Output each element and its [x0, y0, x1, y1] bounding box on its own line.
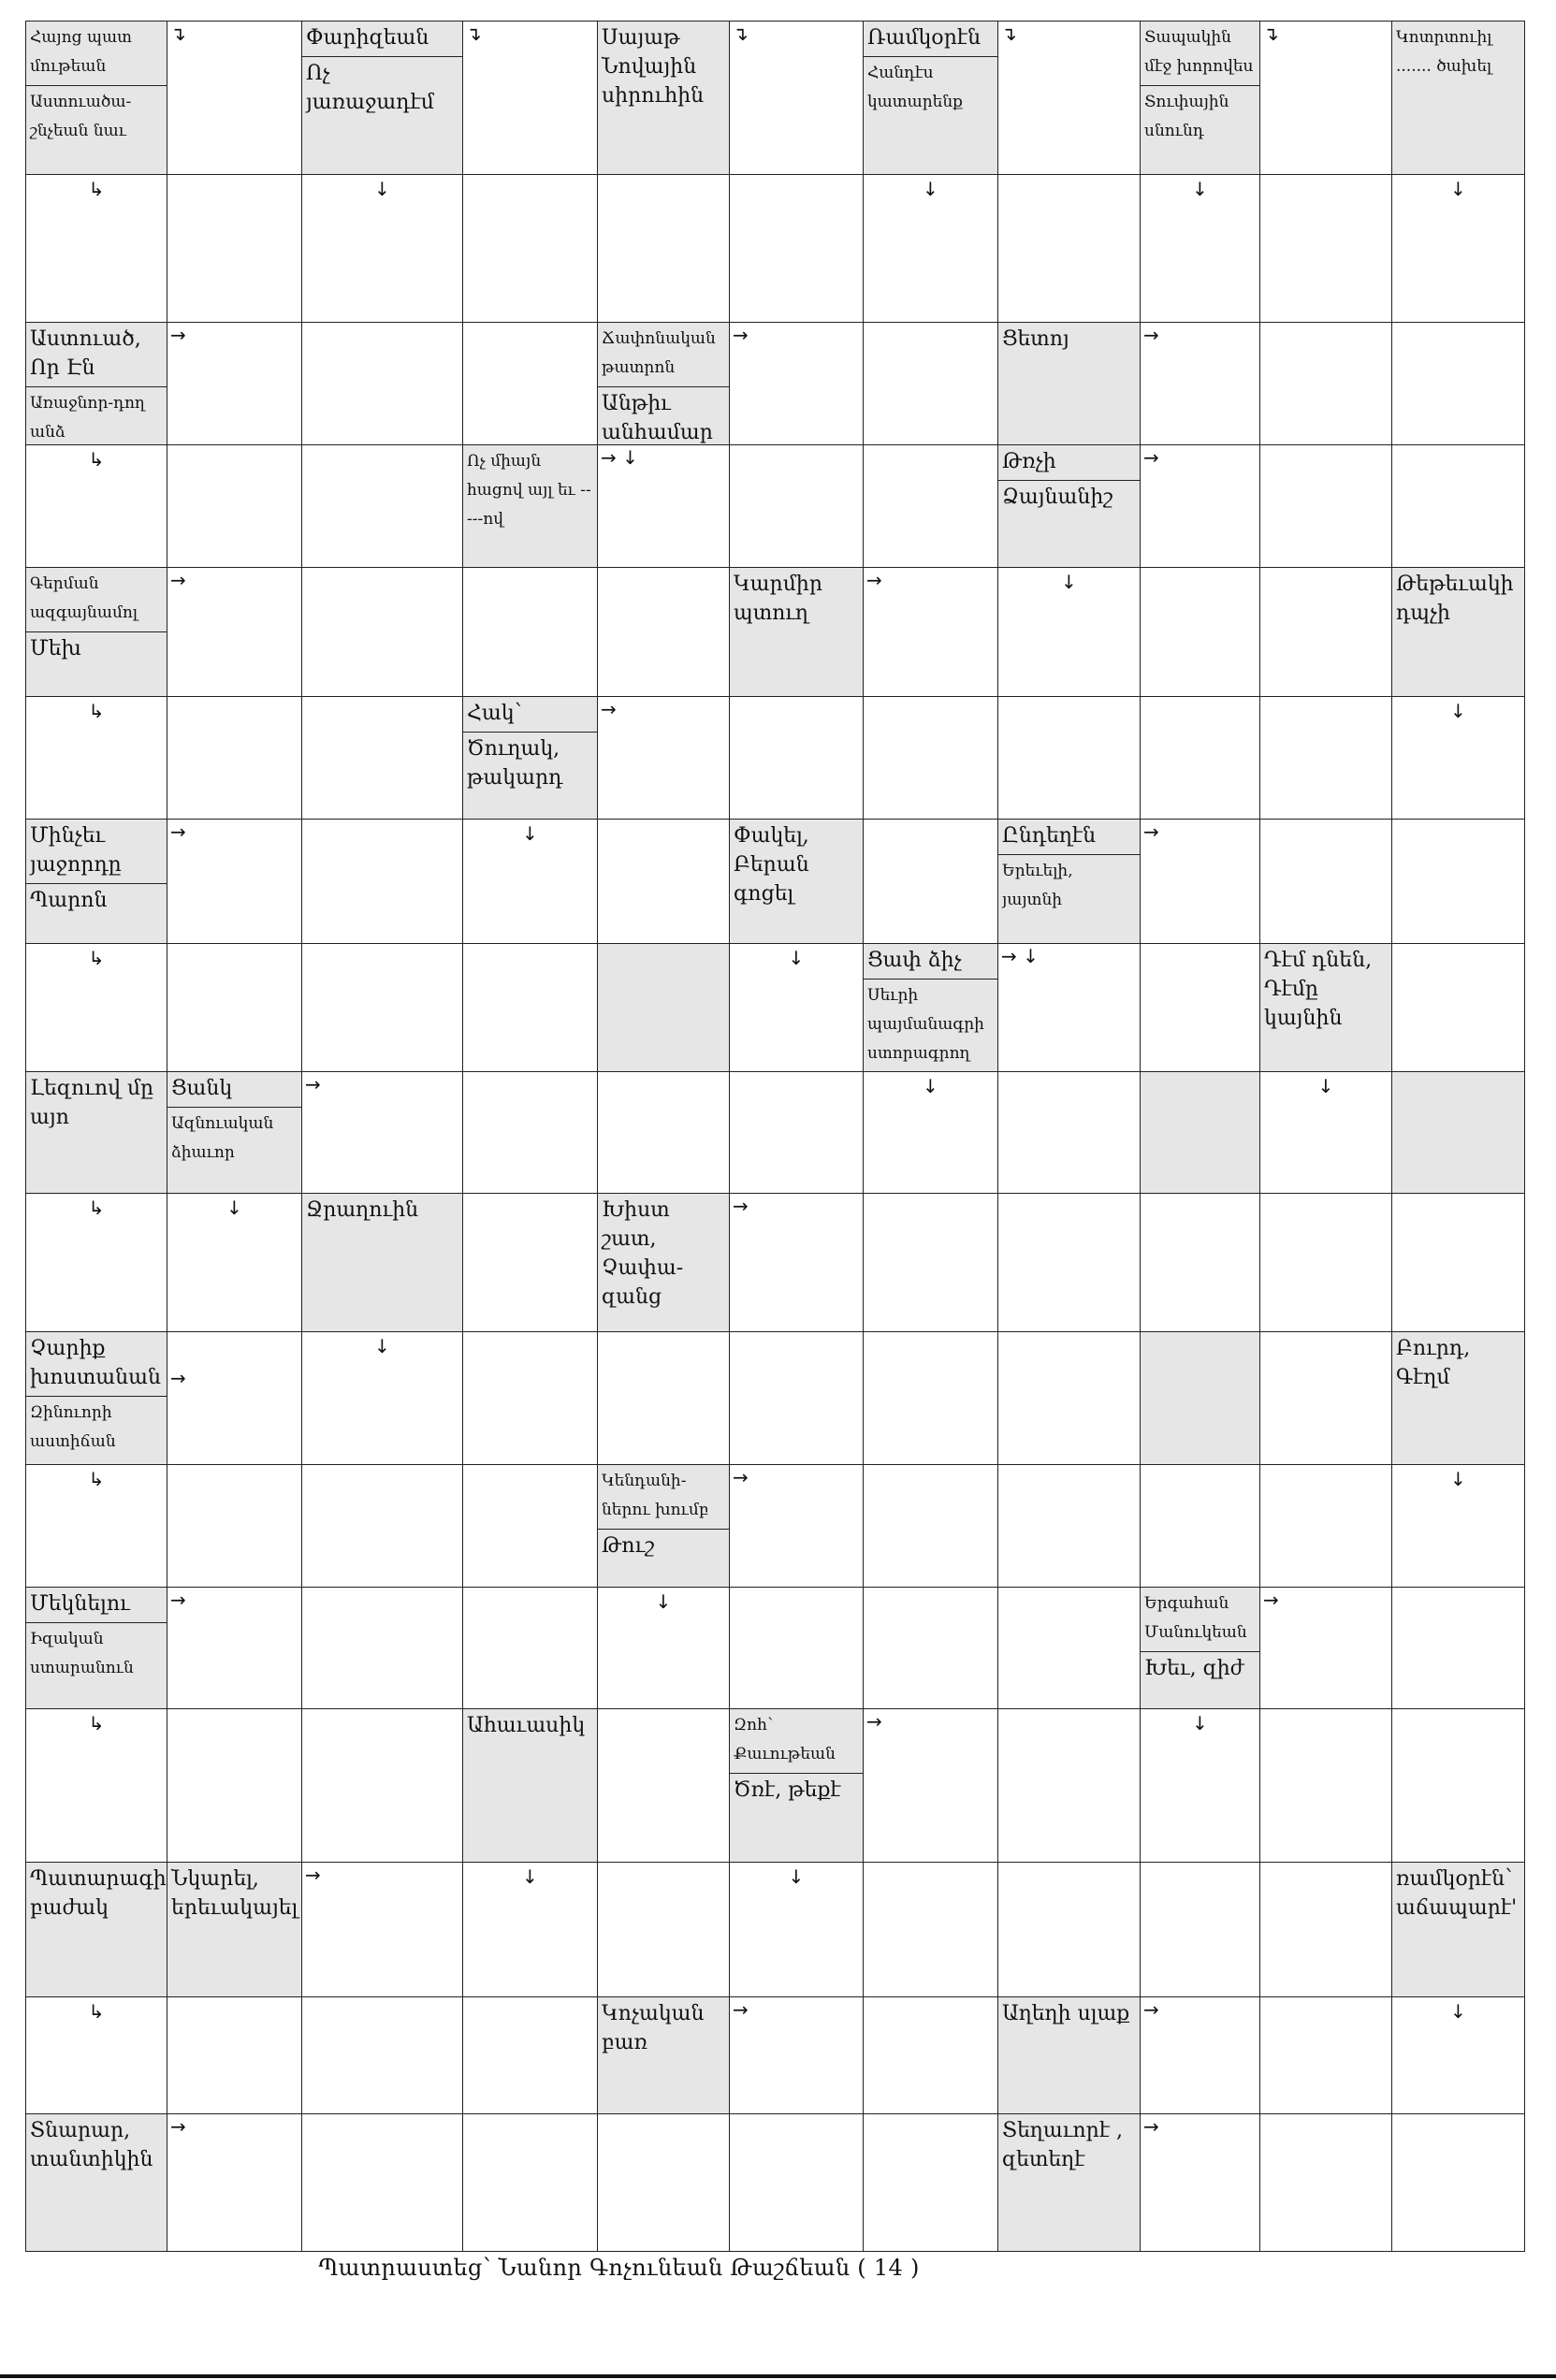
- clue-text-upper: Զոհ՝ Քաւութեան: [734, 1716, 836, 1763]
- clue-text-upper: Կենդանի-ներու խումբ: [602, 1472, 709, 1519]
- clue-cell: [997, 819, 1141, 944]
- answer-cell[interactable]: [1391, 2113, 1525, 2252]
- answer-cell[interactable]: [997, 1071, 1141, 1194]
- clue-text-lower: Ծռէ, թեքէ: [730, 1773, 863, 1862]
- clue-cell: [1391, 1862, 1525, 1997]
- clue-text-lower: Զինուորի աստիճան: [26, 1396, 167, 1464]
- direction-arrow-icon: ↳: [88, 947, 105, 969]
- clue-text: Բուրդ, Գէղմ: [1396, 1337, 1471, 1389]
- shaded-block: [597, 943, 730, 1072]
- answer-cell[interactable]: [997, 1331, 1141, 1465]
- answer-cell[interactable]: [167, 21, 302, 175]
- answer-cell[interactable]: [301, 819, 463, 944]
- answer-cell[interactable]: [1391, 943, 1525, 1072]
- clue-cell: [25, 1331, 167, 1465]
- direction-arrow-icon: ↳: [88, 1712, 105, 1734]
- clue-text: Ցետոյ: [1002, 327, 1069, 351]
- direction-arrow-icon: →: [305, 1073, 321, 1096]
- answer-cell[interactable]: [1259, 1708, 1392, 1863]
- clue-text-lower: Սեւրի պայմանագրի ստորագրող: [864, 979, 997, 1071]
- answer-cell[interactable]: [1259, 1464, 1392, 1588]
- clue-text: Կարմիր պտուղ: [734, 573, 823, 625]
- clue-text-lower: Երեւելի, յայտնի: [998, 854, 1140, 943]
- direction-arrow-icon: →: [733, 1195, 749, 1217]
- direction-arrow-icon: ↳: [88, 448, 105, 471]
- clue-text: Աղեղի սլաք: [1002, 2002, 1130, 2025]
- clue-text-upper: Ընդեղէն: [1002, 824, 1097, 848]
- answer-cell[interactable]: [997, 21, 1141, 175]
- clue-text: Տնարար, տանտիկին: [30, 2119, 153, 2171]
- answer-cell[interactable]: [301, 1587, 463, 1709]
- clue-text: Լեզուով մը այո: [30, 1077, 154, 1129]
- clue-text-lower: Առաջնոր-դող անձ: [26, 386, 167, 444]
- clue-cell: [1391, 1331, 1525, 1465]
- clue-cell: [997, 2113, 1141, 2252]
- clue-text: Փակել, Բերան գոցել: [734, 824, 809, 906]
- direction-arrow-icon: →: [170, 324, 186, 346]
- direction-arrow-icon: →: [1143, 446, 1159, 469]
- answer-cell[interactable]: [729, 444, 864, 568]
- answer-cell[interactable]: [597, 174, 730, 323]
- clue-text-lower: Տուփային սնունդ: [1141, 85, 1259, 174]
- answer-cell[interactable]: [462, 567, 598, 697]
- direction-arrow-icon: ↴: [1001, 22, 1017, 45]
- answer-cell[interactable]: [997, 174, 1141, 323]
- answer-cell[interactable]: [863, 2113, 998, 2252]
- clue-text: Նկարել, երեւակայել: [171, 1867, 298, 1920]
- clue-cell: [462, 696, 598, 820]
- answer-cell[interactable]: [863, 1862, 998, 1997]
- answer-cell[interactable]: [167, 1708, 302, 1863]
- direction-arrow-icon: →: [170, 1589, 186, 1611]
- direction-arrow-icon: ↓: [923, 1075, 938, 1097]
- answer-cell[interactable]: [1391, 1193, 1525, 1332]
- answer-cell[interactable]: [997, 1862, 1141, 1997]
- answer-cell[interactable]: [863, 322, 998, 445]
- clue-cell: [729, 819, 864, 944]
- answer-cell[interactable]: [1140, 696, 1260, 820]
- clue-cell: [1391, 567, 1525, 697]
- answer-cell[interactable]: [729, 1193, 864, 1332]
- clue-cell: [1391, 21, 1525, 175]
- answer-cell[interactable]: [863, 1587, 998, 1709]
- answer-cell[interactable]: [863, 1996, 998, 2114]
- clue-text-lower: Աստուածա-շնչեան նաւ: [26, 85, 167, 174]
- answer-cell[interactable]: [597, 2113, 730, 2252]
- direction-arrow-icon: ↳: [88, 700, 105, 722]
- clue-cell: [301, 1193, 463, 1332]
- answer-cell[interactable]: [462, 1464, 598, 1588]
- answer-cell[interactable]: [462, 1193, 598, 1332]
- clue-cell: [1259, 943, 1392, 1072]
- direction-arrow-icon: ↓: [1192, 178, 1208, 200]
- clue-text-lower: Թուշ: [598, 1529, 729, 1587]
- direction-arrow-icon: →: [866, 569, 882, 591]
- direction-arrow-icon: →: [1143, 820, 1159, 843]
- answer-cell[interactable]: [1259, 174, 1392, 323]
- direction-arrow-icon: →: [733, 1998, 749, 2021]
- direction-arrow-icon: → ↓: [1001, 945, 1039, 967]
- answer-cell[interactable]: [301, 2113, 463, 2252]
- answer-cell[interactable]: [729, 174, 864, 323]
- answer-cell[interactable]: [1259, 21, 1392, 175]
- answer-cell[interactable]: [1259, 696, 1392, 820]
- direction-arrow-icon: →: [170, 569, 186, 591]
- direction-arrow-icon: →: [1143, 2115, 1159, 2138]
- direction-arrow-icon: ↴: [733, 22, 749, 45]
- answer-cell[interactable]: [863, 444, 998, 568]
- clue-cell: [597, 21, 730, 175]
- answer-cell[interactable]: [1259, 567, 1392, 697]
- direction-arrow-icon: →: [305, 1864, 321, 1886]
- clue-cell: [597, 1996, 730, 2114]
- clue-text: Կոչական բառ: [602, 2002, 705, 2054]
- answer-cell[interactable]: [167, 1996, 302, 2114]
- clue-cell: [167, 1071, 302, 1194]
- clue-text-upper: Թռչի: [1002, 450, 1056, 473]
- answer-cell[interactable]: [1391, 1708, 1525, 1863]
- answer-cell[interactable]: [462, 1331, 598, 1465]
- clue-cell: [863, 21, 998, 175]
- clue-text-lower: Ձայնանիշ: [998, 480, 1140, 567]
- clue-text: Ջրաղուին: [306, 1198, 419, 1222]
- answer-cell[interactable]: [597, 1708, 730, 1863]
- answer-cell[interactable]: [1140, 1862, 1260, 1997]
- answer-cell[interactable]: [729, 1464, 864, 1588]
- clue-text: Թեթեւակի դպչի: [1396, 573, 1514, 625]
- direction-arrow-icon: →: [1263, 1589, 1279, 1611]
- answer-cell[interactable]: [729, 1996, 864, 2114]
- answer-cell[interactable]: [863, 819, 998, 944]
- clue-cell: [997, 322, 1141, 445]
- direction-arrow-icon: ↓: [1192, 1712, 1208, 1734]
- answer-cell[interactable]: [301, 696, 463, 820]
- direction-arrow-icon: →: [170, 2115, 186, 2138]
- answer-cell[interactable]: [597, 1862, 730, 1997]
- direction-arrow-icon: ↴: [466, 22, 482, 45]
- direction-arrow-icon: ↓: [226, 1197, 242, 1219]
- direction-arrow-icon: ↓: [1450, 700, 1466, 722]
- answer-cell[interactable]: [462, 2113, 598, 2252]
- clue-text-lower: Ծուղակ, թակարդ: [463, 732, 597, 819]
- answer-cell[interactable]: [301, 322, 463, 445]
- answer-cell[interactable]: [997, 1587, 1141, 1709]
- clue-text-upper: Ռամկօրէն: [867, 26, 982, 50]
- answer-cell[interactable]: [167, 943, 302, 1072]
- clue-cell: [462, 444, 598, 568]
- clue-cell: [597, 1464, 730, 1588]
- answer-cell[interactable]: [1259, 1587, 1392, 1709]
- answer-cell[interactable]: [1259, 444, 1392, 568]
- answer-cell[interactable]: [729, 1587, 864, 1709]
- answer-cell[interactable]: [597, 1071, 730, 1194]
- answer-cell[interactable]: [301, 1996, 463, 2114]
- answer-cell[interactable]: [597, 696, 730, 820]
- direction-arrow-icon: ↓: [374, 1335, 390, 1357]
- answer-cell[interactable]: [301, 1862, 463, 1997]
- direction-arrow-icon: ↓: [1450, 1468, 1466, 1490]
- answer-cell[interactable]: [167, 1464, 302, 1588]
- clue-text-upper: Տապակին մէջ խորովես: [1144, 28, 1254, 76]
- direction-arrow-icon: → ↓: [601, 446, 638, 469]
- clue-text: ռամկօրէն՝ աճապարէ': [1396, 1867, 1518, 1920]
- answer-cell[interactable]: [301, 943, 463, 1072]
- clue-cell: [25, 567, 167, 697]
- answer-cell[interactable]: [729, 322, 864, 445]
- direction-arrow-icon: →: [733, 1466, 749, 1488]
- answer-cell[interactable]: [997, 696, 1141, 820]
- answer-cell[interactable]: [863, 1708, 998, 1863]
- direction-arrow-icon: →: [866, 1710, 882, 1733]
- clue-text-upper: Ցափ ձիչ: [867, 949, 962, 972]
- clue-text-upper: Չարիք խոստանան: [30, 1337, 162, 1389]
- crossword-grid: [25, 21, 1524, 2251]
- answer-cell[interactable]: [729, 1071, 864, 1194]
- direction-arrow-icon: ↓: [788, 1865, 805, 1888]
- direction-arrow-icon: →: [601, 698, 617, 720]
- answer-cell[interactable]: [863, 1193, 998, 1332]
- direction-arrow-icon: ↳: [88, 1197, 105, 1219]
- clue-text-upper: Գերման ազգայնամոլ: [30, 574, 138, 622]
- clue-text-upper: Երգահան Մանուկեան: [1144, 1594, 1247, 1642]
- answer-cell[interactable]: [301, 444, 463, 568]
- answer-cell[interactable]: [863, 1331, 998, 1465]
- direction-arrow-icon: ↓: [374, 178, 390, 200]
- answer-cell[interactable]: [1391, 1587, 1525, 1709]
- direction-arrow-icon: ↓: [655, 1590, 672, 1613]
- answer-cell[interactable]: [462, 1071, 598, 1194]
- clue-cell: [1140, 21, 1260, 175]
- clue-text-upper: Հակ՝: [467, 702, 522, 725]
- answer-cell[interactable]: [167, 2113, 302, 2252]
- clue-cell: [25, 1587, 167, 1709]
- clue-cell: [462, 1708, 598, 1863]
- bottom-rule: [0, 2374, 1556, 2378]
- answer-cell[interactable]: [1259, 1862, 1392, 1997]
- clue-text-upper: Փարիզեան: [306, 26, 429, 50]
- answer-cell[interactable]: [462, 1996, 598, 2114]
- clue-text-lower: Իզական ստարանուն: [26, 1622, 167, 1708]
- answer-cell[interactable]: [1140, 567, 1260, 697]
- clue-text-lower: Ոչ յառաջադէմ: [302, 56, 462, 174]
- clue-text-lower: Անթիւ անհամար: [598, 386, 729, 444]
- clue-text-upper: Ճափոնական թատրոն: [602, 329, 716, 377]
- answer-cell[interactable]: [863, 696, 998, 820]
- shaded-block: [1391, 1071, 1525, 1194]
- clue-text-upper: Աստուած, Որ Էն: [30, 327, 141, 380]
- clue-cell: [729, 567, 864, 697]
- direction-arrow-icon: ↓: [1450, 2000, 1466, 2023]
- clue-cell: [997, 1996, 1141, 2114]
- clue-text-lower: Հանդէս կատարենք: [864, 56, 997, 174]
- answer-cell[interactable]: [1140, 943, 1260, 1072]
- clue-cell: [25, 2113, 167, 2252]
- shaded-block: [1140, 1071, 1260, 1194]
- direction-arrow-icon: ↓: [1450, 178, 1466, 200]
- answer-cell[interactable]: [597, 567, 730, 697]
- clue-cell: [25, 1862, 167, 1997]
- answer-cell[interactable]: [1259, 1331, 1392, 1465]
- direction-arrow-icon: ↓: [522, 1865, 538, 1888]
- direction-arrow-icon: →: [170, 820, 186, 843]
- answer-cell[interactable]: [301, 1708, 463, 1863]
- answer-cell[interactable]: [301, 1071, 463, 1194]
- clue-cell: [729, 1708, 864, 1863]
- direction-arrow-icon: ↳: [88, 1468, 105, 1490]
- clue-text: Խիստ շատ, Չափա-զանց: [602, 1198, 684, 1309]
- answer-cell[interactable]: [597, 1331, 730, 1465]
- direction-arrow-icon: →: [733, 324, 749, 346]
- answer-cell[interactable]: [167, 444, 302, 568]
- clue-cell: [597, 322, 730, 445]
- clue-text: Պատարագի բաժակ: [30, 1867, 167, 1920]
- answer-cell[interactable]: [462, 1587, 598, 1709]
- answer-cell[interactable]: [729, 21, 864, 175]
- answer-cell[interactable]: [729, 696, 864, 820]
- answer-cell[interactable]: [167, 696, 302, 820]
- answer-cell[interactable]: [1140, 1193, 1260, 1332]
- direction-arrow-icon: →: [1143, 1998, 1159, 2021]
- answer-cell[interactable]: [1391, 819, 1525, 944]
- answer-cell[interactable]: [729, 1331, 864, 1465]
- direction-arrow-icon: →: [170, 1367, 186, 1389]
- footer-credit: [0, 2255, 1556, 2281]
- clue-cell: [25, 21, 167, 175]
- direction-arrow-icon: ↓: [788, 947, 805, 969]
- clue-cell: [997, 444, 1141, 568]
- footer-text: Պատրաստեց՝ Նանոր Գոչունեան Թաշճեան ( 14 ): [318, 2255, 920, 2281]
- clue-cell: [301, 21, 463, 175]
- answer-cell[interactable]: [462, 943, 598, 1072]
- answer-cell[interactable]: [1391, 444, 1525, 568]
- clue-cell: [25, 1071, 167, 1194]
- clue-text: Կոտրտուիլ ....... ծախել: [1396, 28, 1492, 76]
- clue-text-lower: Մեխ: [26, 631, 167, 696]
- direction-arrow-icon: ↓: [1061, 571, 1077, 593]
- direction-arrow-icon: ↴: [1263, 22, 1279, 45]
- answer-cell[interactable]: [1391, 322, 1525, 445]
- clue-cell: [863, 943, 998, 1072]
- direction-arrow-icon: ↳: [88, 2000, 105, 2023]
- direction-arrow-icon: ↓: [1317, 1075, 1334, 1097]
- clue-cell: [167, 1862, 302, 1997]
- answer-cell[interactable]: [167, 1587, 302, 1709]
- answer-cell[interactable]: [167, 1331, 302, 1465]
- answer-cell[interactable]: [1259, 2113, 1392, 2252]
- clue-cell: [1140, 1587, 1260, 1709]
- answer-cell[interactable]: [1259, 1193, 1392, 1332]
- direction-arrow-icon: ↓: [522, 822, 538, 845]
- clue-text-lower: Ազնուական ձիաւոր: [167, 1107, 301, 1193]
- direction-arrow-icon: ↓: [923, 178, 938, 200]
- answer-cell[interactable]: [863, 1464, 998, 1588]
- clue-text-lower: Պարոն: [26, 883, 167, 943]
- answer-cell[interactable]: [997, 1708, 1141, 1863]
- answer-cell[interactable]: [301, 1464, 463, 1588]
- answer-cell[interactable]: [167, 567, 302, 697]
- answer-cell[interactable]: [1259, 322, 1392, 445]
- direction-arrow-icon: ↳: [88, 178, 105, 200]
- answer-cell[interactable]: [863, 567, 998, 697]
- answer-cell[interactable]: [997, 1464, 1141, 1588]
- clue-cell: [25, 322, 167, 445]
- answer-cell[interactable]: [301, 567, 463, 697]
- answer-cell[interactable]: [1259, 819, 1392, 944]
- clue-cell: [597, 1193, 730, 1332]
- answer-cell[interactable]: [997, 1193, 1141, 1332]
- answer-cell[interactable]: [1259, 1996, 1392, 2114]
- answer-cell[interactable]: [729, 2113, 864, 2252]
- clue-text: Տեղաւորէ , զետեղէ: [1002, 2119, 1124, 2171]
- clue-text: Ոչ միայն հացով այլ եւ -----ով: [467, 452, 591, 529]
- answer-cell[interactable]: [167, 322, 302, 445]
- direction-arrow-icon: ↴: [170, 22, 186, 45]
- answer-cell[interactable]: [1140, 1464, 1260, 1588]
- direction-arrow-icon: →: [1143, 324, 1159, 346]
- clue-text: Սայաթ Նովային սիրուհին: [602, 26, 705, 108]
- clue-text: Ահաւասիկ: [467, 1714, 586, 1737]
- answer-cell[interactable]: [462, 322, 598, 445]
- clue-text-upper: Մեկնելու: [30, 1592, 130, 1616]
- answer-cell[interactable]: [167, 174, 302, 323]
- answer-cell[interactable]: [462, 21, 598, 175]
- shaded-block: [1140, 1331, 1260, 1465]
- answer-cell[interactable]: [597, 819, 730, 944]
- answer-cell[interactable]: [462, 174, 598, 323]
- clue-cell: [25, 819, 167, 944]
- clue-text-upper: Մինչեւ յաջորդը: [30, 824, 122, 877]
- answer-cell[interactable]: [167, 819, 302, 944]
- clue-text-upper: Հայոց պատ մութեան: [30, 28, 132, 76]
- clue-text: Դէմ դնեն, Դէմը կայնին: [1264, 949, 1373, 1030]
- clue-text-lower: Խեւ, զիժ: [1141, 1651, 1259, 1708]
- clue-text-upper: Ցանկ: [171, 1077, 233, 1100]
